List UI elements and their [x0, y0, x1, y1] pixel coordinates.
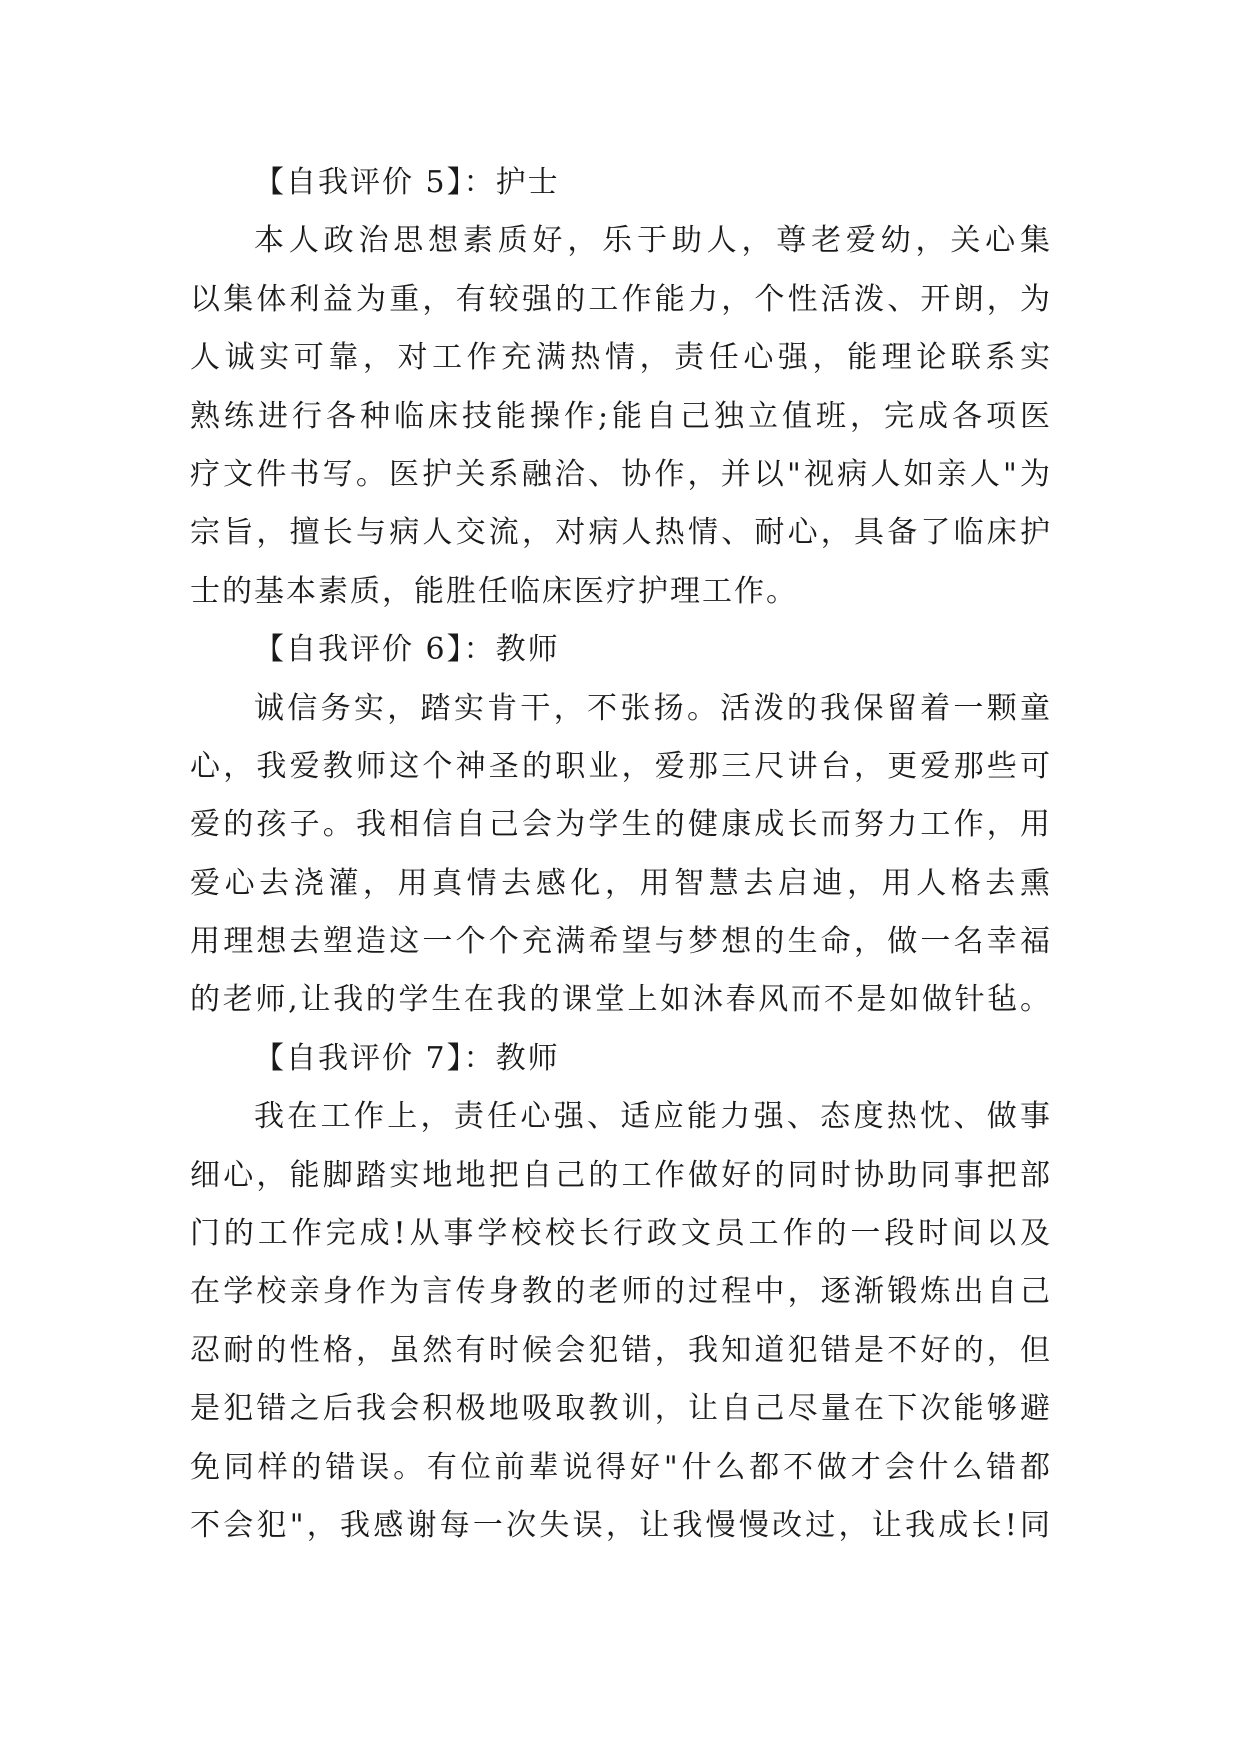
paragraph-line: 爱心去浇灌，用真情去感化，用智慧去启迪，用人格去熏: [190, 865, 1052, 901]
paragraph-line: 人诚实可靠，对工作充满热情，责任心强，能理论联系实: [190, 340, 1052, 376]
paragraph-line: 不会犯"，我感谢每一次失误，让我慢慢改过，让我成长!同: [190, 1507, 1052, 1543]
paragraph-line: 用理想去塑造这一个个充满希望与梦想的生命，做一名幸福: [190, 924, 1052, 960]
section-heading: 【自我评价 5】：护士: [254, 165, 560, 200]
paragraph-line: 细心，能脚踏实地地把自己的工作做好的同时协助同事把部: [190, 1157, 1052, 1193]
section-heading: 【自我评价 6】：教师: [254, 632, 560, 668]
paragraph-line: 宗旨，擅长与病人交流，对病人热情、耐心，具备了临床护: [190, 515, 1052, 551]
paragraph-line: 免同样的错误。有位前辈说得好"什么都不做才会什么错都: [190, 1449, 1052, 1485]
paragraph-line: 诚信务实，踏实肯干，不张扬。活泼的我保留着一颗童: [254, 690, 1052, 726]
paragraph-line: 爱的孩子。我相信自己会为学生的健康成长而努力工作，用: [190, 807, 1052, 843]
paragraph-line: 忍耐的性格，虽然有时候会犯错，我知道犯错是不好的，但: [190, 1332, 1052, 1368]
paragraph-line: 我在工作上，责任心强、适应能力强、态度热忱、做事: [254, 1099, 1052, 1135]
paragraph-line: 疗文件书写。医护关系融洽、协作，并以"视病人如亲人"为: [190, 456, 1052, 492]
paragraph-line: 是犯错之后我会积极地吸取教训，让自己尽量在下次能够避: [190, 1391, 1052, 1427]
paragraph-line: 以集体利益为重，有较强的工作能力，个性活泼、开朗，为: [190, 281, 1052, 317]
paragraph-line: 门的工作完成!从事学校校长行政文员工作的一段时间以及: [190, 1216, 1052, 1252]
paragraph-line: 在学校亲身作为言传身教的老师的过程中，逐渐锻炼出自己: [190, 1274, 1052, 1310]
paragraph-line: 士的基本素质，能胜任临床医疗护理工作。: [190, 573, 798, 609]
section-heading: 【自我评价 7】：教师: [254, 1040, 560, 1076]
paragraph-line: 心，我爱教师这个神圣的职业，爱那三尺讲台，更爱那些可: [190, 748, 1052, 784]
paragraph-line: 本人政治思想素质好，乐于助人，尊老爱幼，关心集: [254, 223, 1052, 259]
paragraph-line: 的老师,让我的学生在我的课堂上如沐春风而不是如做针毡。: [190, 982, 1052, 1018]
document-body: [190, 154, 1052, 1555]
paragraph-line: 熟练进行各种临床技能操作;能自己独立值班，完成各项医: [190, 398, 1052, 434]
